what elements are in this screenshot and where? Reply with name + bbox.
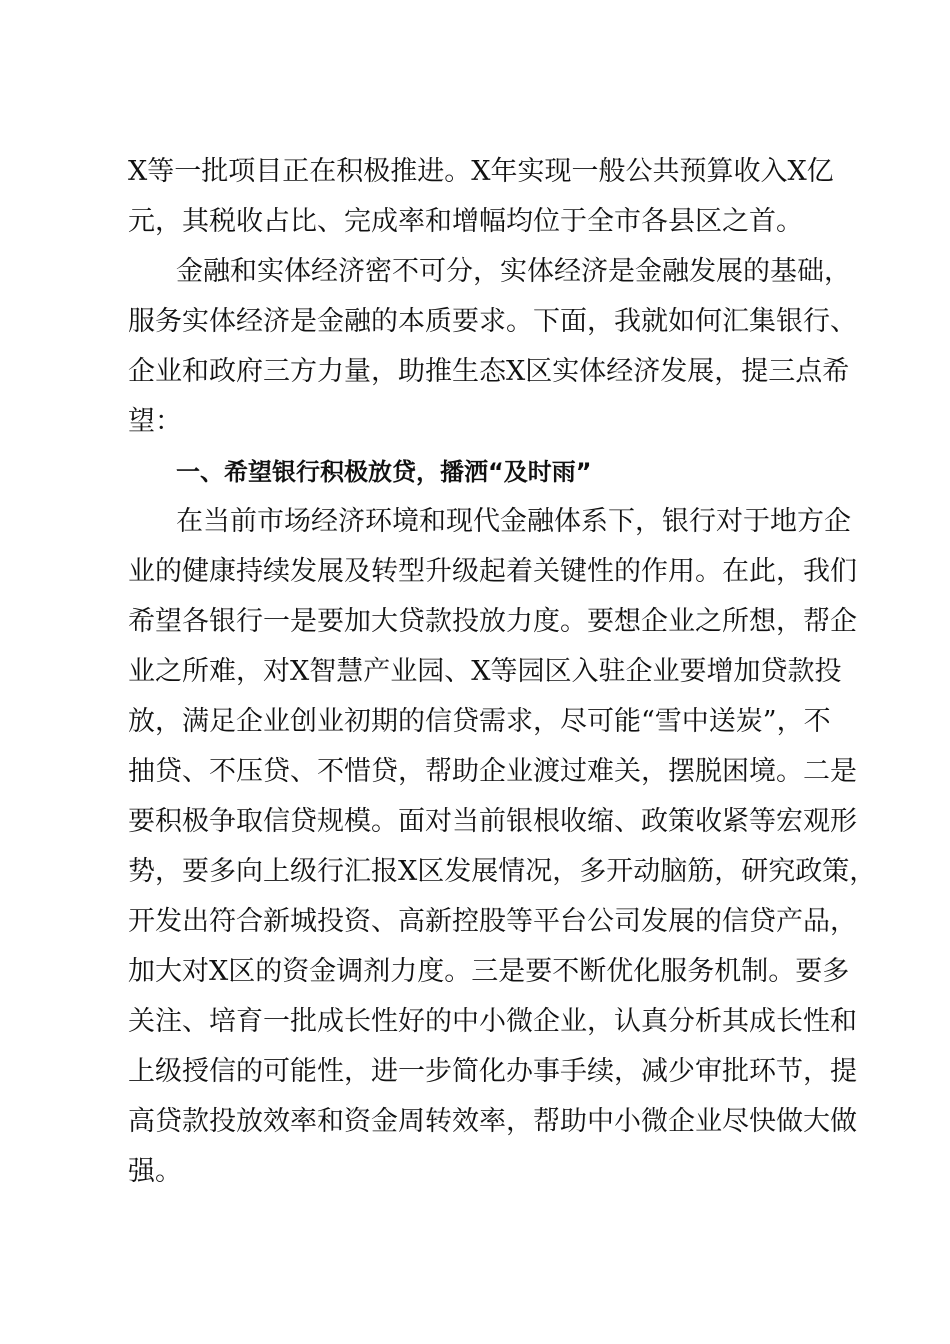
paragraph-2-line-3: 企业和政府三方力量，助推生态X区实体经济发展，提三点希 <box>128 356 850 387</box>
paragraph-3-line-7: 要积极争取信贷规模。面对当前银根收缩、政策收紧等宏观形 <box>128 806 857 837</box>
paragraph-3-line-11: 关注、培育一批成长性好的中小微企业，认真分析其成长性和 <box>128 1006 857 1037</box>
paragraph-2-line-2: 服务实体经济是金融的本质要求。下面，我就如何汇集银行、 <box>128 306 857 337</box>
paragraph-3-line-9: 开发出符合新城投资、高新控股等平台公司发展的信贷产品， <box>128 906 857 937</box>
paragraph-1-line-1: X等一批项目正在积极推进。X年实现一般公共预算收入X亿 <box>128 156 834 187</box>
paragraph-1-line-2: 元，其税收占比、完成率和增幅均位于全市各县区之首。 <box>128 206 803 237</box>
paragraph-3-line-3: 希望各银行一是要加大贷款投放力度。要想企业之所想，帮企 <box>128 606 857 637</box>
paragraph-3-line-12: 上级授信的可能性，进一步简化办事手续，减少审批环节，提 <box>128 1056 857 1087</box>
paragraph-3-line-2: 业的健康持续发展及转型升级起着关键性的作用。在此，我们 <box>128 556 857 587</box>
paragraph-2-line-4: 望： <box>128 406 182 437</box>
paragraph-3-line-14: 强。 <box>128 1156 182 1187</box>
paragraph-3-line-1: 在当前市场经济环境和现代金融体系下，银行对于地方企 <box>176 506 851 537</box>
paragraph-3-line-13: 高贷款投放效率和资金周转效率，帮助中小微企业尽快做大做 <box>128 1106 857 1137</box>
section-heading: 一、希望银行积极放贷，播洒“及时雨” <box>176 458 592 486</box>
paragraph-3-line-4: 业之所难，对X智慧产业园、X等园区入驻企业要增加贷款投 <box>128 656 842 687</box>
paragraph-3-line-6: 抽贷、不压贷、不惜贷，帮助企业渡过难关，摆脱困境。二是 <box>128 756 857 787</box>
paragraph-2-line-1: 金融和实体经济密不可分，实体经济是金融发展的基础， <box>176 256 851 287</box>
paragraph-3-line-8: 势，要多向上级行汇报X区发展情况，多开动脑筋，研究政策， <box>128 856 877 887</box>
paragraph-3-line-5: 放，满足企业创业初期的信贷需求，尽可能“雪中送炭”，不 <box>128 706 831 737</box>
paragraph-3-line-10: 加大对X区的资金调剂力度。三是要不断优化服务机制。要多 <box>128 956 850 987</box>
